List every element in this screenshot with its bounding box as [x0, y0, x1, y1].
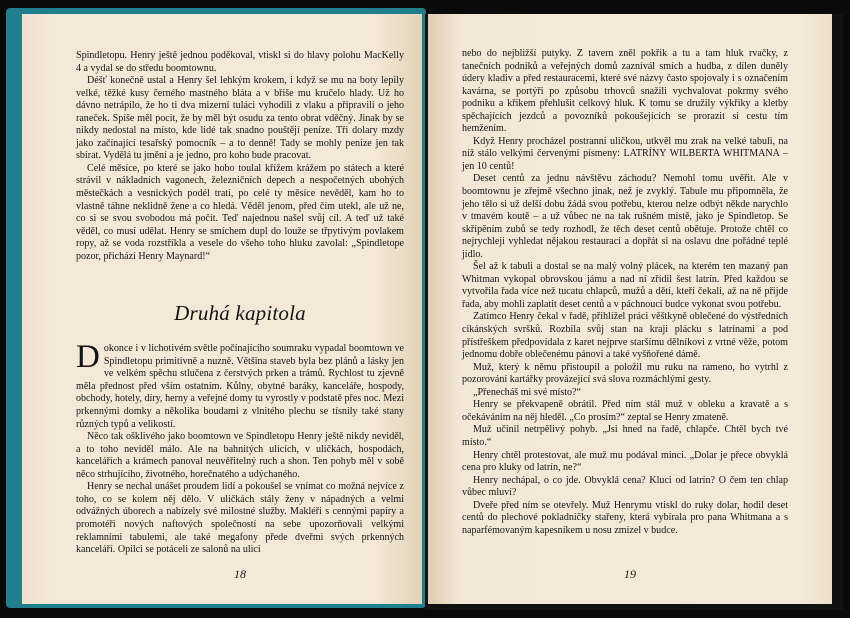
- left-page-text: [76, 50, 404, 557]
- chapter-opening-paragraph: [76, 339, 404, 431]
- paragraph: Muž, který k němu přistoupil a položil mu ruku na rameno, ho vytrhl z pozorování kartářky provázející svá slova rozmáchlými gesty.: [462, 361, 788, 386]
- paragraph: Zatímco Henry čekal v řadě, přihlížel práci věštkyně oblečené do výstředních cikánských svršků. Rozbila svůj stan na kraji plácku s latrínami a pod přístřeškem předpovídala z karet nejprve staršímu dělníkovi z vrtné věže, potom jednomu dobře oblečenému pánovi a také vyšňořené dámě.: [462, 311, 788, 361]
- paragraph: Dveře před ním se otevřely. Muž Henrymu vtiskl do ruky dolar, hodil deset centů do plechové pokladničky stařeny, která vybírala pro pana Whitmana a s naparfémovaným kapesníkem u nosu zmizel v budce.: [462, 499, 788, 536]
- paragraph: Celé měsíce, po které se jako hobo toulal křížem krážem po státech a které strávil v nákladních vagonech, železničních depech a nespočetných ubohých městečkách a vesnických podél tratí, po celé ty měsíce nevěděl, kam ho to vlastně táhne neklidně žene a co hledá. Věděl jenom, před čím utekl, ale už ne, co si se svou svobodou má počít. Teď najednou našel svůj cíl. A teď už také věděl, co musí udělat. Henry se smíchem dupl do louže se třpytivým povlakem ropy, až se voda rozstříkla a vesele do všeho toho hluku zavolal: „Spindletope pozor, přichází Henry Maynard!“: [76, 162, 404, 262]
- paragraph: Šel až k tabuli a dostal se na malý volný plácek, na kterém ten mazaný pan Whitman vykopal obrovskou jámu a nad ní zřídil šest latrín. Před každou se vytvořila řada více než tucatu chlapců, mužů a dětí, kteří čekali, až na ně přijde řada, aby mohli zaplatit deset centů a v páchnoucí budce vykonat svou potřebu.: [462, 261, 788, 310]
- paragraph: nebo do nejbližší putyky. Z tavern zněl pokřik a tu a tam hluk rvačky, z tanečních podniků a veřejných domů zaznívál smích a hudba, z dílen duněly údery kladiv a před restauracemi, které své názvy často spojovaly i s označením kavárna, se portýři po způsobu trhovců snažili vychvalovat pokrmy svého podniku a křikem přehlušit celkový hluk. K tomu se družily výkřiky a kletby spěchajících jezdců a povozníků pokoušejících se prorazit si cestu tím hemžením.: [462, 48, 788, 135]
- page-number-right: 19: [624, 567, 636, 581]
- paragraph: Henry chtěl protestovat, ale muž mu podával minci. „Dolar je přece obvyklá cena pro kluky od latrín, ne?“: [462, 449, 788, 474]
- paragraph: Muž učinil netrpělivý pohyb. „Jsi hned na řadě, chlapče. Chtěl bych tvé místo.“: [462, 424, 788, 448]
- paragraph: Henry nechápal, o co jde. Obvyklá cena? Kluci od latrín? O čem ten chlap vůbec mluví?: [462, 474, 788, 499]
- chapter-opening-text: okonce i v lichotivém světle počínajícího soumraku vypadal boomtown ve Spindletopu primitivně a nuzně. Většina staveb byla bez plánů a lásky jen ve velkém spěchu stlučena z čerstvých prken a trámů. Rychlost tu zjevně měla přednost před vším ostatním. Kůlny, obytné baráky, kanceláře, hospody, obchody, hotely, díry, herny a veřejné domy tu vyrostly v podstatě přes noc. Mezi prkennými domky a několika boudami z vlnitého plechu se tísnily také stany různých typů a velikostí.: [76, 343, 404, 430]
- left-page: [22, 14, 422, 604]
- paragraph: Deset centů za jednu návštěvu záchodu? Nemohl tomu uvěřit. Ale v boomtownu je zřejmě všechno jinak, než je zvyklý. Tabule mu připomněla, že jeho tělo si už delší dobu žádá svou potřebu, kterou nelze odbýt někde narychlo v tmavém koutě – a už vůbec ne na tak rušném místě, jako je Spindletop. Se skřípěním zubů se tedy rozhodl, že těch deset centů obětuje. Protože chtěl co nejrychleji vyhledat nějakou restauraci a dopřát si na oslavu dne pořádné teplé jídlo.: [462, 173, 788, 260]
- paragraph: Když Henry procházel postranní uličkou, utkvěl mu zrak na velké tabuli, na níž stálo velkými červenými písmeny: LATRÍNY WILBERTA WHITMANA – jen 10 centů!: [462, 135, 788, 172]
- paragraph: Henry se nechal unášet proudem lidí a pokoušel se vnímat co možná nejvíce z toho, co se kolem něj dělo. V uličkách stály ženy v nápadných a velmi odvážných úborech a nabízely své milostné služby. Makléři s cennými papíry a promotéři nových naftových společností na sebe upozorňovali velkými reklamními tabulemi, ale také megafony přede dveřmi svých prkenných kanceláří. Opilci se potáceli ze salonů na ulici: [76, 481, 404, 556]
- paragraph: Něco tak ošklivého jako boomtown ve Spindletopu Henry ještě nikdy neviděl, a to toho neviděl málo. Ale na bahnitých ulicích, v uličkách, hospodách, kancelářích a krámech panoval neuvěřitelný ruch a shon. Ten pohyb měl v sobě něco strhujícího, životného, horečnatého a udýchaného.: [76, 431, 404, 480]
- paragraph: Déšť konečně ustal a Henry šel lehkým krokem, i když se mu na boty lepily velké, těžké kusy černého mastného bláta a v břiše mu kručelo hlady. Už ho dávno netrápilo, že ho ti dva mizerní tuláci vyhodili z vlaku a připravili o jeho raneček. Spíše měl pocit, že by měl být osudu za tento obrat vděčný. Jinak by se nikdy nedostal na místo, kde lidé tak snadno pouštějí peníze. Tři dolary mzdy jako začínající tesařský pomocník – a to denně! Tady se mohly peníze jen tak sbírat. Vydělá tu jmění a je jedno, pro koho bude pracovat.: [76, 75, 404, 162]
- paragraph: Henry se překvapeně obrátil. Před ním stál muž v obleku a kravatě a s očekáváním na něj hleděl. „Co prosím?“ zeptal se Henry zmateně.: [462, 399, 788, 423]
- drop-cap: D: [76, 339, 100, 376]
- right-page-text: [462, 48, 788, 537]
- paragraph: „Přenecháš mi své místo?“: [473, 386, 581, 398]
- right-page: [428, 14, 832, 604]
- chapter-title: Druhá kapitola: [174, 301, 306, 326]
- page-number-left: 18: [234, 567, 246, 581]
- paragraph: Spindletopu. Henry ještě jednou poděkoval, vtiskl si do hlavy polohu MacKelly 4 a vydal se do středu boomtownu.: [76, 50, 404, 74]
